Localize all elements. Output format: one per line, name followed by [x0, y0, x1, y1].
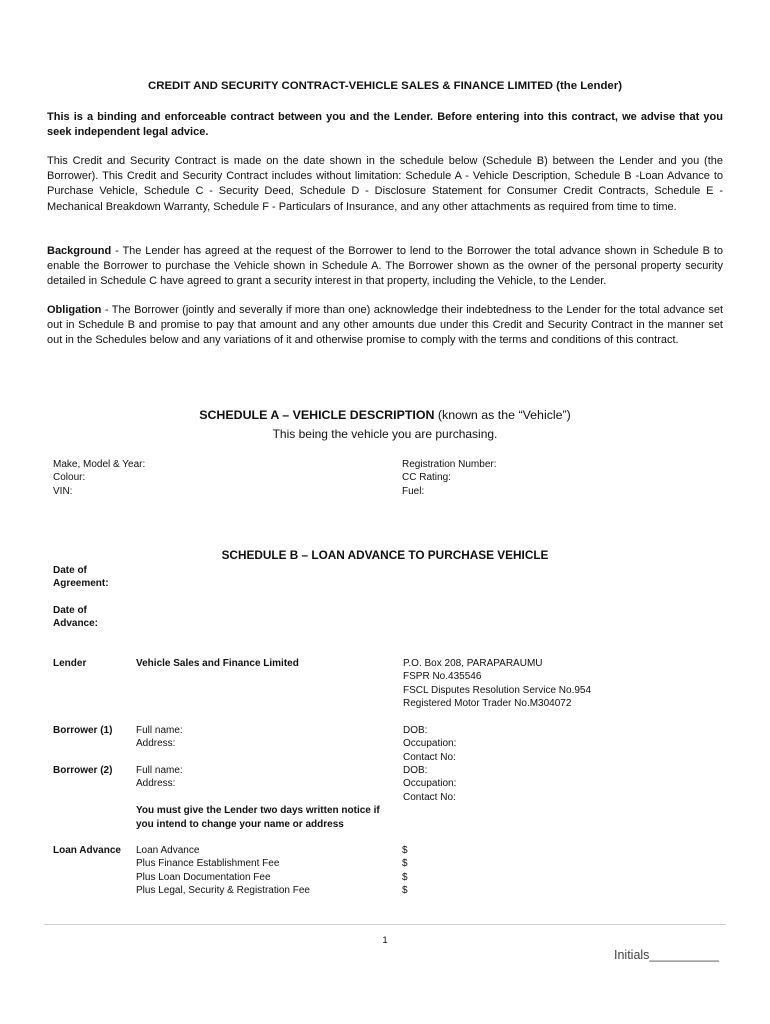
lender-motor-trader: Registered Motor Trader No.M304072	[403, 698, 572, 709]
background-paragraph	[47, 244, 723, 290]
lender-address: P.O. Box 208, PARAPARAUMU	[403, 658, 543, 669]
vehicle-field-colour: Colour:	[53, 472, 86, 483]
change-notice-line-2: you intend to change your name or address	[136, 819, 344, 830]
loan-item-establishment-fee: Plus Finance Establishment Fee	[136, 858, 280, 869]
vehicle-field-vin: VIN:	[53, 486, 73, 497]
loan-currency-2: $	[402, 858, 408, 869]
loan-advance-label: Loan Advance	[53, 845, 121, 856]
schedule-a-heading	[0, 408, 770, 422]
lender-fscl: FSCL Disputes Resolution Service No.954	[403, 685, 592, 696]
footer-divider	[44, 924, 726, 925]
lender-name: Vehicle Sales and Finance Limited	[136, 658, 299, 669]
schedule-a-title-suffix: (known as the “Vehicle”)	[434, 408, 571, 422]
borrower-2-full-name: Full name:	[136, 765, 183, 776]
loan-currency-3: $	[402, 872, 408, 883]
obligation-label: Obligation	[47, 304, 102, 316]
borrower-2-dob: DOB:	[403, 765, 428, 776]
background-label: Background	[47, 245, 112, 257]
borrower-2-label: Borrower (2)	[53, 765, 113, 776]
document-title: CREDIT AND SECURITY CONTRACT-VEHICLE SALES & FINANCE LIMITED (the Lender)	[148, 80, 622, 92]
loan-item-advance: Loan Advance	[136, 845, 200, 856]
loan-currency-1: $	[402, 845, 408, 856]
vehicle-field-make: Make, Model & Year:	[53, 459, 146, 470]
loan-currency-4: $	[402, 885, 408, 896]
page-number: 1	[382, 935, 388, 946]
borrower-1-occupation: Occupation:	[403, 738, 457, 749]
borrower-1-address: Address:	[136, 738, 176, 749]
date-of-agreement-label-1: Date of	[53, 565, 87, 576]
obligation-text: - The Borrower (jointly and severally if more than one) acknowledge their indebtedness to the Lender for the total advance set out in Schedule B and promise to pay that amount and any other amounts due under this Credit and Security Contract in the manner set out in the Schedules below and any variations of it and otherwise promise to comply with the terms and conditions of this contract.	[47, 304, 723, 347]
borrower-1-dob: DOB:	[403, 725, 428, 736]
borrower-2-address: Address:	[136, 778, 176, 789]
borrower-2-contact: Contact No:	[403, 792, 456, 803]
date-of-advance-label-1: Date of	[53, 605, 87, 616]
background-text: - The Lender has agreed at the request of the Borrower to lend to the Borrower the total advance shown in Schedule B to enable the Borrower to purchase the Vehicle shown in Schedule A. The Borrower shown as the owner of the personal property security detailed in Schedule C have agreed to grant a security interest in that property, including the Vehicle, to the Lender.	[47, 245, 723, 288]
borrower-1-contact: Contact No:	[403, 752, 456, 763]
date-of-agreement-label-2: Agreement:	[53, 578, 109, 589]
initials-field: Initials__________	[614, 948, 719, 962]
obligation-paragraph	[47, 303, 723, 349]
change-notice-line-1: You must give the Lender two days written notice if	[136, 805, 380, 816]
vehicle-field-registration: Registration Number:	[402, 459, 497, 470]
schedule-a-subheading: This being the vehicle you are purchasing.	[272, 427, 498, 441]
borrower-1-label: Borrower (1)	[53, 725, 113, 736]
lender-fspr: FSPR No.435546	[403, 671, 482, 682]
borrower-1-full-name: Full name:	[136, 725, 183, 736]
intro-paragraph: This Credit and Security Contract is made on the date shown in the schedule below (Schedule B) between the Lender and you (the Borrower). This Credit and Security Contract includes without limitation: Schedule A - Vehicle Description, Schedule B -Loan Advance to Purchase Vehicle, Schedule C - Security Deed, Schedule D - Disclosure Statement for Consumer Credit Contracts, Schedule E - Mechanical Breakdown Warranty, Schedule F - Particulars of Insurance, and any other attachments as required from time to time.	[47, 155, 723, 213]
loan-item-documentation-fee: Plus Loan Documentation Fee	[136, 872, 271, 883]
schedule-b-heading: SCHEDULE B – LOAN ADVANCE TO PURCHASE VEHICLE	[221, 548, 549, 562]
schedule-a-title: SCHEDULE A – VEHICLE DESCRIPTION	[199, 408, 435, 422]
borrower-2-occupation: Occupation:	[403, 778, 457, 789]
lender-label: Lender	[53, 658, 87, 669]
vehicle-field-cc-rating: CC Rating:	[402, 472, 451, 483]
vehicle-field-fuel: Fuel:	[402, 486, 425, 497]
date-of-advance-label-2: Advance:	[53, 618, 99, 629]
legal-advice-notice: This is a binding and enforceable contract between you and the Lender. Before entering into this contract, we advise that you seek independent legal advice.	[47, 111, 723, 139]
loan-item-legal-fee: Plus Legal, Security & Registration Fee	[136, 885, 310, 896]
